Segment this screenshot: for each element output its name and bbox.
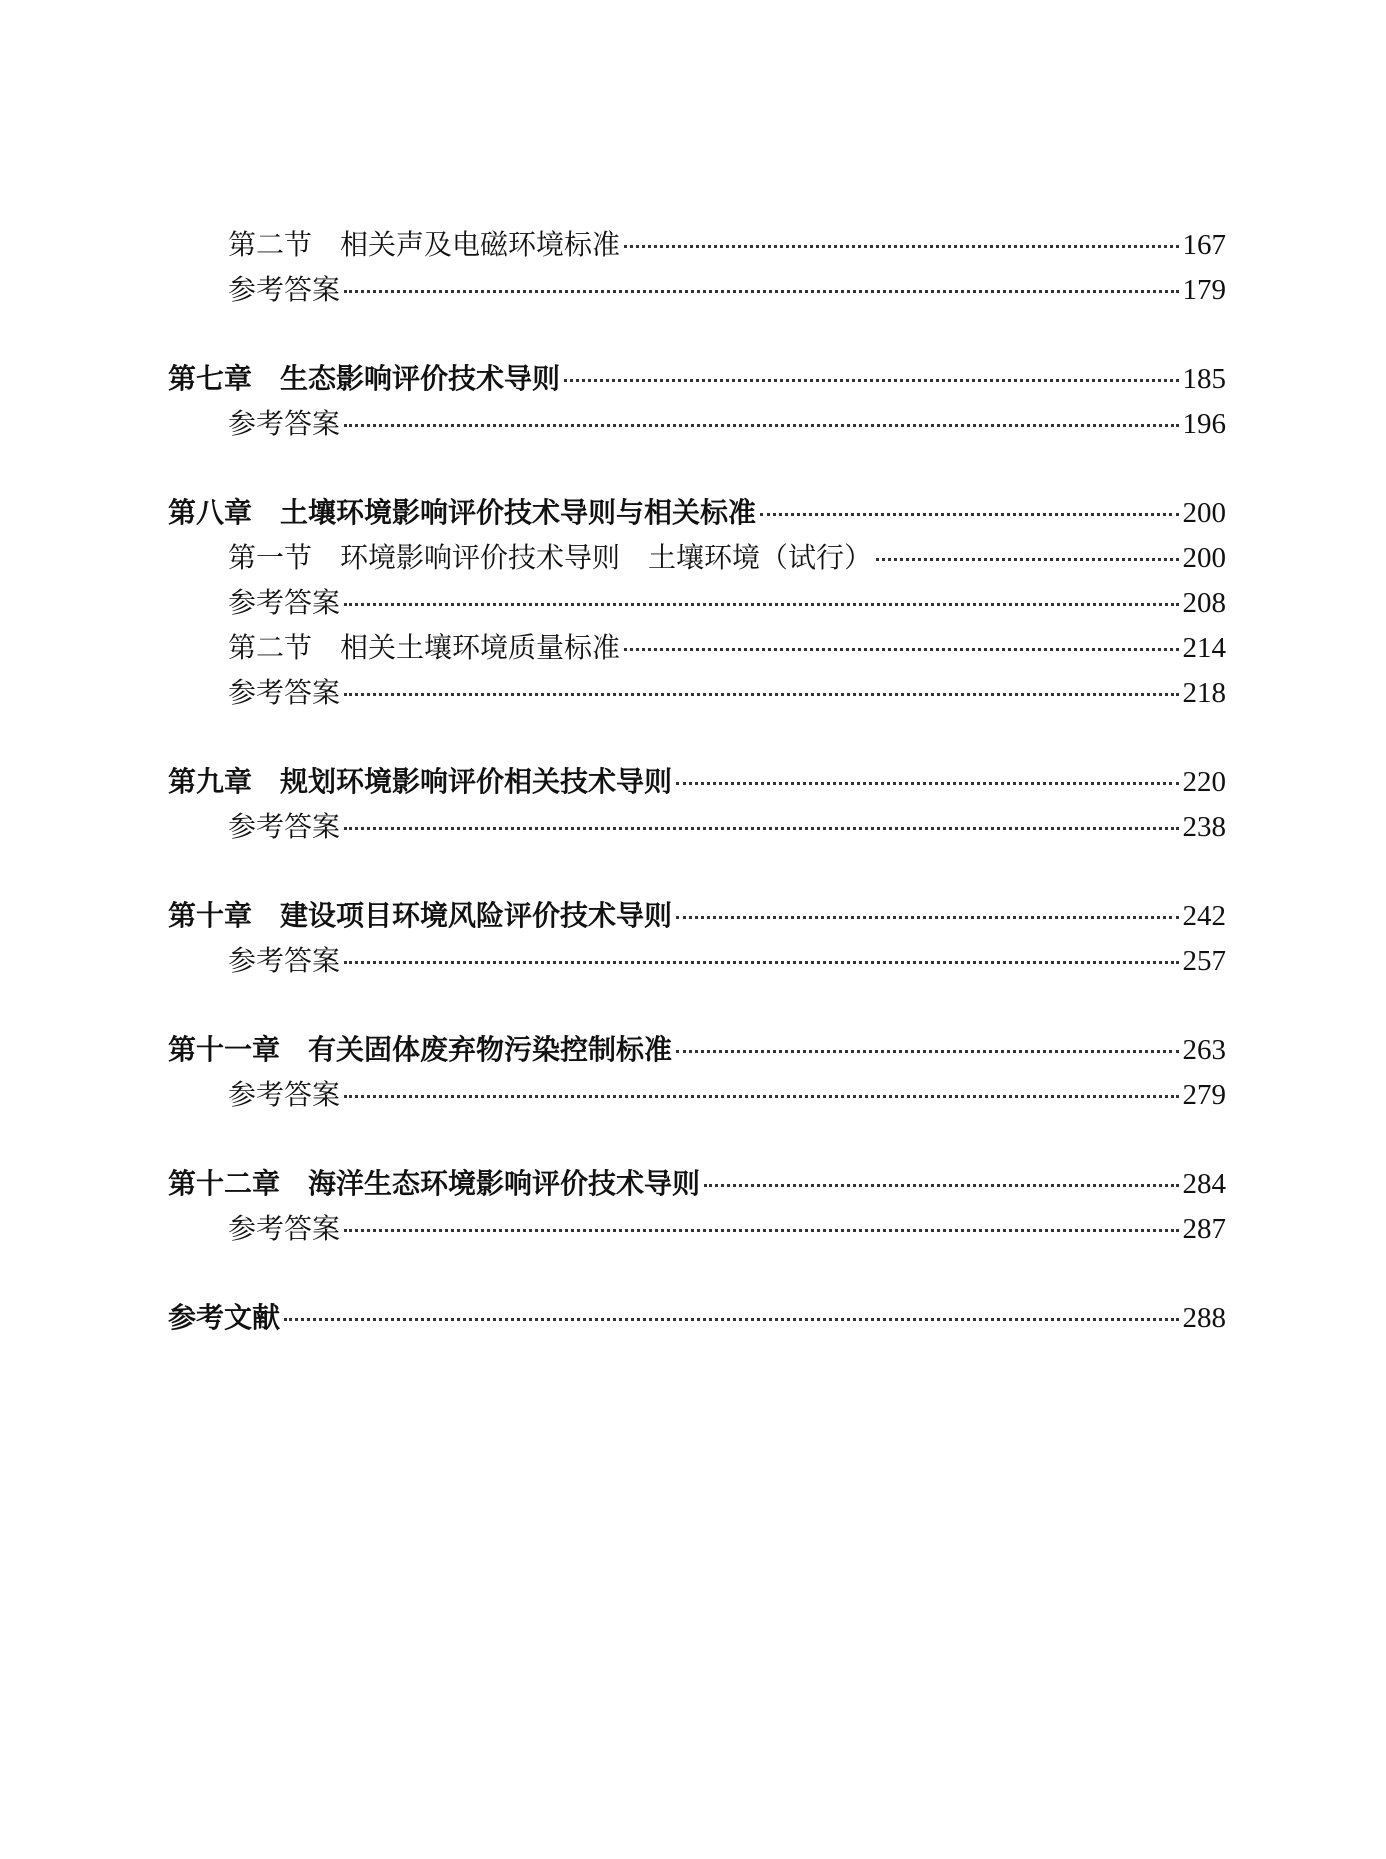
toc-entry-title: 参考答案 xyxy=(228,407,341,440)
toc-entry-title: 第九章 规划环境影响评价相关技术导则 xyxy=(168,765,673,798)
toc-page-number: 257 xyxy=(1182,945,1226,977)
dot-leader xyxy=(344,1229,1178,1232)
toc-page-number: 238 xyxy=(1182,811,1226,843)
dot-leader xyxy=(344,290,1178,293)
toc-page-number: 263 xyxy=(1182,1034,1226,1066)
dot-leader xyxy=(344,603,1178,606)
toc-entry-title: 参考答案 xyxy=(228,1078,341,1111)
toc-entry-title: 参考答案 xyxy=(228,810,341,843)
toc-entry-chapter-8[interactable] xyxy=(168,490,1226,535)
toc-entry-title: 参考答案 xyxy=(228,676,341,709)
toc-entry-answers[interactable] xyxy=(168,804,1226,849)
dot-leader xyxy=(344,827,1178,830)
dot-leader xyxy=(676,782,1178,785)
chapter-spacer xyxy=(168,849,1226,893)
toc-entry-title: 第七章 生态影响评价技术导则 xyxy=(168,362,561,395)
toc-entry-title: 参考答案 xyxy=(228,944,341,977)
toc-entry-chapter-7[interactable] xyxy=(168,356,1226,401)
toc-page-number: 200 xyxy=(1182,497,1226,529)
dot-leader xyxy=(344,424,1178,427)
toc-page-number: 185 xyxy=(1182,363,1226,395)
dot-leader xyxy=(344,1095,1178,1098)
toc-page-number: 167 xyxy=(1182,229,1226,261)
toc-page-number: 287 xyxy=(1182,1213,1226,1245)
toc-page-number: 200 xyxy=(1182,542,1226,574)
toc-entry-answers[interactable] xyxy=(168,580,1226,625)
toc-entry-title: 第一节 环境影响评价技术导则 土壤环境（试行） xyxy=(228,541,873,574)
toc-entry-title: 参考文献 xyxy=(168,1301,281,1334)
toc-entry-title: 第十章 建设项目环境风险评价技术导则 xyxy=(168,899,673,932)
toc-page-number: 220 xyxy=(1182,766,1226,798)
chapter-spacer xyxy=(168,1117,1226,1161)
dot-leader xyxy=(676,916,1178,919)
toc-entry-title: 第十一章 有关固体废弃物污染控制标准 xyxy=(168,1033,673,1066)
toc-entry-title: 第二节 相关声及电磁环境标准 xyxy=(228,228,621,261)
toc-entry-answers[interactable] xyxy=(168,1206,1226,1251)
toc-entry-answers[interactable] xyxy=(168,670,1226,715)
chapter-spacer xyxy=(168,1251,1226,1295)
toc-entry-title: 参考答案 xyxy=(228,273,341,306)
toc-page-number: 284 xyxy=(1182,1168,1226,1200)
toc-entry-answers[interactable] xyxy=(168,267,1226,312)
toc-page-number: 218 xyxy=(1182,677,1226,709)
toc-page-number: 279 xyxy=(1182,1079,1226,1111)
dot-leader xyxy=(676,1050,1178,1053)
toc-page-number: 242 xyxy=(1182,900,1226,932)
dot-leader xyxy=(344,961,1178,964)
dot-leader xyxy=(876,558,1178,561)
table-of-contents xyxy=(168,222,1226,1340)
toc-entry-answers[interactable] xyxy=(168,1072,1226,1117)
toc-page-number: 196 xyxy=(1182,408,1226,440)
dot-leader xyxy=(564,379,1178,382)
toc-entry-title: 参考答案 xyxy=(228,1212,341,1245)
chapter-spacer xyxy=(168,983,1226,1027)
toc-entry-title: 参考答案 xyxy=(228,586,341,619)
chapter-spacer xyxy=(168,715,1226,759)
toc-entry-ch8-sec1[interactable] xyxy=(168,535,1226,580)
dot-leader xyxy=(760,513,1178,516)
dot-leader xyxy=(344,693,1178,696)
toc-entry-answers[interactable] xyxy=(168,938,1226,983)
toc-entry-ch6-sec2[interactable] xyxy=(168,222,1226,267)
toc-entry-answers[interactable] xyxy=(168,401,1226,446)
toc-entry-chapter-12[interactable] xyxy=(168,1161,1226,1206)
toc-entry-ch8-sec2[interactable] xyxy=(168,625,1226,670)
dot-leader xyxy=(284,1318,1178,1321)
toc-page-number: 288 xyxy=(1182,1302,1226,1334)
dot-leader xyxy=(624,648,1178,651)
toc-entry-chapter-11[interactable] xyxy=(168,1027,1226,1072)
dot-leader xyxy=(624,245,1178,248)
toc-entry-title: 第二节 相关土壤环境质量标准 xyxy=(228,631,621,664)
toc-page-number: 179 xyxy=(1182,274,1226,306)
toc-page-number: 208 xyxy=(1182,587,1226,619)
toc-entry-title: 第八章 土壤环境影响评价技术导则与相关标准 xyxy=(168,496,757,529)
toc-entry-title: 第十二章 海洋生态环境影响评价技术导则 xyxy=(168,1167,701,1200)
toc-page-number: 214 xyxy=(1182,632,1226,664)
dot-leader xyxy=(704,1184,1178,1187)
chapter-spacer xyxy=(168,446,1226,490)
toc-entry-references[interactable] xyxy=(168,1295,1226,1340)
toc-entry-chapter-10[interactable] xyxy=(168,893,1226,938)
toc-entry-chapter-9[interactable] xyxy=(168,759,1226,804)
chapter-spacer xyxy=(168,312,1226,356)
